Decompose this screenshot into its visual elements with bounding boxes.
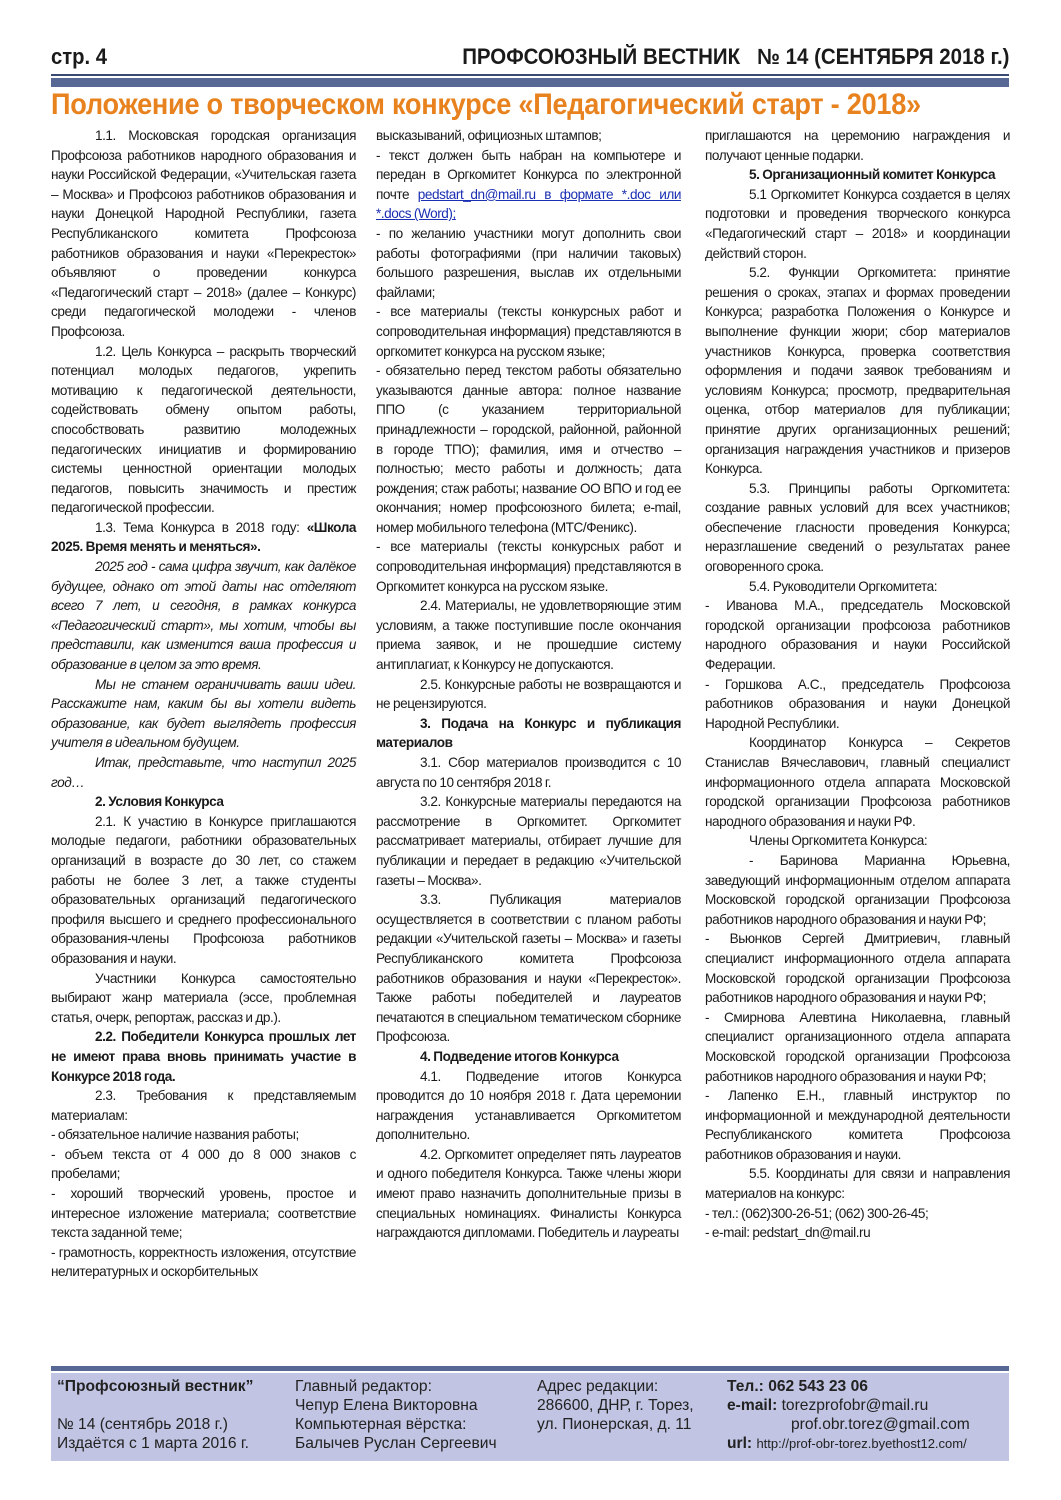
email-row [727, 1396, 1007, 1415]
paragraph-2-1: 2.1. К участию в Конкурсе приглашаются молодые педагоги, работники образовательных организаций в возрасте до 30 лет, со стажем работы не более 3 лет, а также студенты образовательных организаций педагогического профиля высшего и среднего профессионального образования-члены Профсоюза работников образования и науки. [51, 813, 356, 966]
italic-paragraph-2: Мы не станем ограничивать ваши идеи. Расскажите нам, каким бы вы хотели видеть образование, как будет выглядеть профессия учителя в идеальном будущем. [51, 676, 356, 751]
theme-title: «Школа 2025. Время менять и меняться». [51, 519, 356, 555]
member-2: - Вьюнков Сергей Дмитриевич, главный специалист информационного отдела аппарата Московской городской организации Профсоюза работников народного образования и науки РФ; [705, 931, 1010, 1006]
requirement-3: - хороший творческий уровень, простое и интересное изложение материала; соответствие текста заданной теме; [51, 1186, 356, 1241]
contact-phones: - тел.: (062)300-26-51; (062) 300-26-45; [705, 1205, 929, 1221]
requirement-6: - по желанию участники могут дополнить свои работы фотографиями (при наличии таковых) большого разрешения, выслав их отдельными файлами; [376, 225, 681, 300]
paper-name: “Профсоюзный вестник” [57, 1378, 254, 1395]
paragraph-1-3 [51, 518, 356, 557]
issue-number: № 14 (сентябрь 2018 г.) [57, 1416, 228, 1433]
italic-paragraph-3: Итак, представьте, что наступил 2025 год… [51, 755, 356, 790]
email-2[interactable]: prof.obr.torez@gmail.com [791, 1416, 970, 1433]
section-heading-5: 5. Организационный комитет Конкурса [749, 167, 996, 183]
paragraph-3-1: 3.1. Сбор материалов производится с 10 августа по 10 сентября 2018 г. [376, 755, 681, 790]
layout-label: Компьютерная вёрстка: [295, 1416, 467, 1433]
column-3 [705, 126, 1010, 1243]
leader-2: - Горшкова А.С., председатель Профсоюза работников образования и науки Донецкой Народной Республики. [705, 676, 1010, 731]
phone-value[interactable]: 062 543 23 06 [768, 1378, 868, 1395]
member-4: - Лапенко Е.Н., главный инструктор по информационной и международной деятельности Республиканского комитета Профсоюза работников образования и науки. [705, 1088, 1010, 1162]
paragraph-5-4: 5.4. Руководители Оргкомитета: [749, 578, 938, 594]
submission-email-link[interactable]: pedstart_dn@mail.ru в формате *.doc или *.docs (Word); [376, 186, 681, 222]
header-rule-thin [51, 74, 1009, 76]
leader-1: - Иванова М.А., председатель Московской городской организации профсоюза работников народного образования и науки Российской Федерации. [705, 598, 1010, 673]
paragraph-5-1: 5.1 Оргкомитет Конкурса создается в целях подготовки и проведения творческого конкурса «Педагогический старт – 2018» и координации действий сторон. [705, 186, 1010, 261]
url-row [727, 1434, 1007, 1453]
footer-publication [57, 1377, 289, 1453]
column-1 [51, 126, 356, 1282]
layout-name: Балычев Руслан Сергеевич [295, 1435, 497, 1452]
coordinator: Координатор Конкурса – Секретов Станислав Вячеславович, главный специалист информационного отдела аппарата Московской городской организации Профсоюза работников народного образования и науки РФ. [705, 735, 1010, 829]
requirement-7: - все материалы (тексты конкурсных работ и сопроводительная информация) представляются в оргкомитет конкурса на русском языке; [376, 304, 681, 359]
paragraph-3-3: 3.3. Публикация материалов осуществляется в соответствии с планом работы редакции «Учительской газеты – Москва» и газеты Республиканского комитета Профсоюза работников образования и науки «Перекресток». Также работы победителей и лауреатов печатаются в специальном тематическом сборнике Профсоюза. [376, 892, 681, 1045]
paragraph-4-2: 4.2. Оргкомитет определяет пять лауреатов и одного победителя Конкурса. Также члены жюри имеют право назначить дополнительные призы в специальных номинациях. Финалисты Конкурса награждаются дипломами. Победитель и лауреаты [376, 1146, 681, 1241]
address-line-2: ул. Пионерская, д. 11 [537, 1416, 692, 1433]
paragraph-2-1b: Участники Конкурса самостоятельно выбирают жанр материала (эссе, проблемная статья, очерк, репортаж, рассказ и др.). [51, 970, 356, 1025]
footer-staff [295, 1377, 531, 1453]
address-line-1: 286600, ДНР, г. Торез, [537, 1397, 694, 1414]
requirement-2: - объем текста от 4 000 до 8 000 знаков с пробелами; [51, 1146, 356, 1182]
requirement-5-lead: - текст должен быть набран на компьютере и передан в Оргкомитет Конкурса по электронной почте [376, 147, 681, 202]
masthead: ПРОФСОЮЗНЫЙ ВЕСТНИК № 14 (СЕНТЯБРЯ 2018 г.) [461, 44, 1009, 69]
paragraph-1-2: 1.2. Цель Конкурса – раскрыть творческий потенциал молодых педагогов, укрепить мотивацию к педагогической деятельности, содействовать обмену опытом работы, способствовать развитию молодежных педагогических инициатив и формированию системы ценностной ориентации молодых педагогов, повысить значимость и престиж педагогической профессии. [51, 343, 356, 516]
paragraph-2-3: 2.3. Требования к представляемым материалам: [51, 1088, 356, 1123]
footer-contacts [727, 1377, 1007, 1453]
paragraph-1-1: 1.1. Московская городская организация Профсоюза работников народного образования и науки Российской Федерации, «Учительская газета – Москва» и Профсоюз работников образования и науки Донецкой Народной Республики, газета Республиканского комитета Профсоюза работников образования и науки «Перекресток» объявляют о проведении конкурса «Педагогический старт – 2018» (далее – Конкурс) среди педагогической молодежи - членов Профсоюза. [51, 128, 356, 339]
page-header [51, 44, 1009, 72]
column-2 [376, 126, 681, 1243]
theme-lead: 1.3. Тема Конкурса в 2018 году: [95, 519, 307, 535]
phone-row [727, 1377, 1007, 1396]
contact-email: - e-mail: pedstart_dn@mail.ru [705, 1225, 871, 1241]
paragraph-2-2: 2.2. Победители Конкурса прошлых лет не имеют права вновь принимать участие в Конкурсе 2018 года. [51, 1029, 356, 1084]
editor-name: Чепур Елена Викторовна [295, 1397, 478, 1414]
published-since: Издаётся с 1 марта 2016 г. [57, 1435, 249, 1452]
paragraph-3-2: 3.2. Конкурсные материалы передаются на рассмотрение в Оргкомитет. Оргкомитет рассматривает материалы, отбирает лучшие для публикации и передает в редакцию «Учительской газеты – Москва». [376, 794, 681, 888]
paragraph-4-1: 4.1. Подведение итогов Конкурса проводится до 10 ноября 2018 г. Дата церемонии награждения устанавливается Оргкомитетом дополнительно. [376, 1068, 681, 1143]
address-label: Адрес редакции: [537, 1378, 659, 1395]
paragraph-5-5: 5.5. Координаты для связи и направления материалов на конкурс: [705, 1166, 1010, 1202]
paragraph-2-5: 2.5. Конкурсные работы не возвращаются и не рецензируются. [376, 676, 681, 712]
section-heading-2: 2. Условия Конкурса [95, 794, 224, 810]
article-title: Положение о творческом конкурсе «Педагогический старт - 2018» [51, 88, 921, 121]
paragraph-4-2-continued: приглашаются на церемонию награждения и получают ценные подарки. [705, 128, 1010, 163]
footer-rule [51, 1366, 1009, 1371]
url-label: url: [727, 1435, 757, 1452]
imprint-footer [51, 1373, 1009, 1461]
requirement-8: - обязательно перед текстом работы обязательно указываются данные автора: полное название ППО (с указанием территориальной принадлежности – городской, районной, районной в городе ТПО); фамилия, имя и отчество – полностью; место работы и должность; дата рождения; стаж работы; название ОО ВПО и год ее окончания; номер профсоюзного билета; e-mail, номер мобильного телефона (МТС/Феникс). [376, 363, 681, 535]
member-1: - Баринова Марианна Юрьевна, заведующий информационным отделом аппарата Московской городской организации Профсоюза работников народного образования и науки РФ; [705, 852, 1010, 927]
footer-spacer [57, 1396, 289, 1415]
member-3: - Смирнова Алевтина Николаевна, главный специалист организационного отдела аппарата Московской городской организации Профсоюза работников народного образования и науки РФ; [705, 1009, 1010, 1084]
paragraph-5-2: 5.2. Функции Оргкомитета: принятие решения о сроках, этапах и формах проведении Конкурса; разработка Положения о Конкурсе и выполнение функции жюри; сбор материалов участников Конкурса, проверка соответствия оформления и подачи заявок требованиям и условиям Конкурса; просмотр, предварительная оценка, отбор материалов для публикации; принятие других организационных решений; организация награждения участников и призеров Конкурса. [705, 265, 1010, 477]
email-1[interactable]: torezprofobr@mail.ru [781, 1397, 929, 1414]
url-value[interactable]: http://prof-obr-torez.byethost12.com/ [756, 1436, 967, 1451]
requirement-4-continued: высказываний, официозных штампов; [376, 128, 602, 143]
email-row-2 [727, 1415, 1007, 1434]
header-rule-thick [51, 78, 1009, 87]
requirement-4: - грамотность, корректность изложения, отсутствие нелитературных и оскорбительных [51, 1244, 356, 1280]
editor-label: Главный редактор: [295, 1378, 432, 1395]
phone-label: Тел.: [727, 1378, 769, 1395]
email-label: e-mail: [727, 1397, 782, 1414]
paragraph-5-3: 5.3. Принципы работы Оргкомитета: создание равных условий для всех участников; обеспечение гласности проведения Конкурса; неразглашение сведений о результатах ранее оговоренного срока. [705, 480, 1010, 575]
section-heading-4: 4. Подведение итогов Конкурса [420, 1048, 619, 1064]
section-heading-3: 3. Подача на Конкурс и публикация материалов [376, 715, 681, 751]
page-number: стр. 4 [51, 44, 108, 69]
members-label: Члены Оргкомитета Конкурса: [749, 833, 928, 849]
requirement-1: - обязательное наличие названия работы; [51, 1127, 299, 1143]
italic-paragraph-1: 2025 год - сама цифра звучит, как далёкое будущее, однако от этой даты нас отделяют всего 7 лет, и сегодня, в рамках конкурса «Педагогический старт», мы хотим, чтобы вы представили, как изменится ваша профессия и образование в целом за это время. [51, 559, 356, 673]
requirement-9: - все материалы (тексты конкурсных работ и сопроводительная информация) представляются в Оргкомитет конкурса на русском языке. [376, 539, 681, 594]
paragraph-2-4: 2.4. Материалы, не удовлетворяющие этим условиям, а также поступившие после окончания приема заявок, и не прошедшие систему антиплагиат, к Конкурсу не допускаются. [376, 598, 681, 673]
footer-address [537, 1377, 723, 1434]
requirement-5 [376, 146, 681, 224]
